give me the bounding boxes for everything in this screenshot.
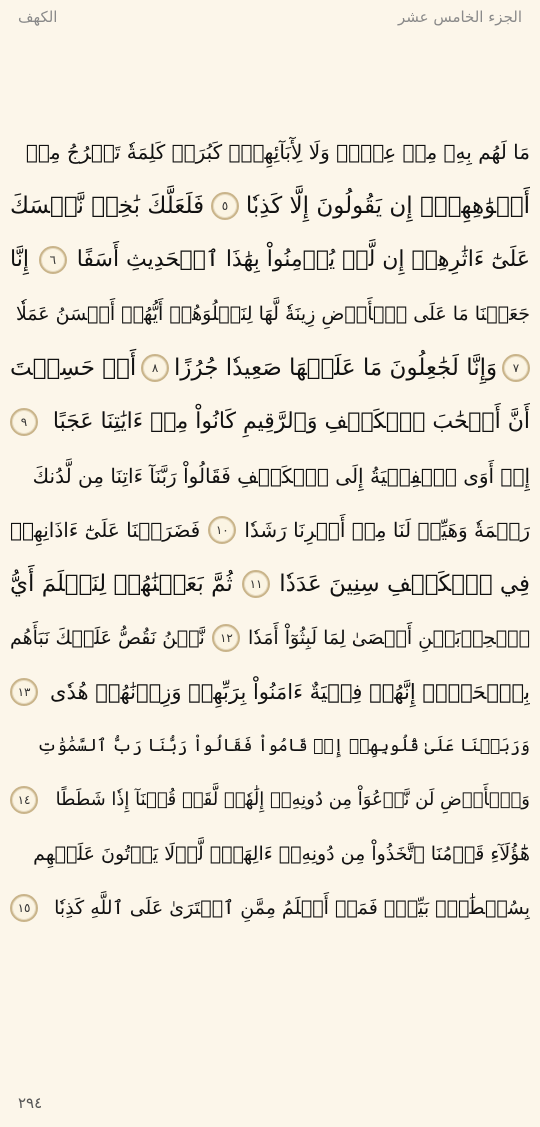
text-line-1 — [10, 125, 530, 179]
text-line-13 — [10, 773, 530, 827]
line-text: جَعَلۡنَا مَا عَلَى ٱلۡأَرۡضِ زِينَةٗ لَّهَا لِنَبۡلُوَهُمۡ أَيُّهُمۡ أَحۡسَنُ عَمَلٗا — [15, 303, 530, 325]
line-text: بِٱلۡحَقِّۚ إِنَّهُمۡ فِتۡيَةٌ ءَامَنُواْ بِرَبِّهِمۡ وَزِدۡنَٰهُمۡ هُدٗى — [50, 680, 530, 704]
ayah-number-marker: ١٥ — [10, 894, 38, 922]
line-text: وَٱلۡأَرۡضِ لَن نَّدۡعُوَاْ مِن دُونِهِۦٓ إِلَٰهٗاۖ لَّقَدۡ قُلۡنَآ إِذٗا شَطَطًا — [55, 789, 530, 810]
line-text-after: فَضَرَبۡنَا عَلَىٰٓ ءَاذَانِهِمۡ — [10, 518, 201, 542]
line-text: هَٰٓؤُلَآءِ قَوۡمُنَا ٱتَّخَذُواْ مِن دُونِهِۦٓ ءَالِهَةٗۖ لَّوۡلَا يَأۡتُونَ عَلَيۡهِم — [33, 843, 530, 865]
line-text-after: فَلَعَلَّكَ بَٰخِعٞ نَّفۡسَكَ — [10, 193, 205, 219]
ayah-number-marker: ١٢ — [212, 624, 240, 652]
text-line-10 — [10, 611, 530, 665]
line-text: مَا لَهُم بِهِۦ مِنۡ عِلۡمٖ وَلَا لِأٓبَآئِهِمۡۚ كَبُرَتۡ كَلِمَةٗ تَخۡرُجُ مِنۡ — [25, 140, 530, 164]
page-header — [18, 6, 522, 28]
line-text: أَنَّ أَصۡحَٰبَ ٱلۡكَهۡفِ وَٱلرَّقِيمِ كَانُواْ مِنۡ ءَايَٰتِنَا عَجَبًا — [52, 409, 530, 434]
ayah-number-marker: ٩ — [10, 408, 38, 436]
text-line-11 — [10, 665, 530, 719]
line-text: وَرَبَطۡنَا عَلَىٰ قُلُوبِهِمۡ إِذۡ قَامُواْ فَقَالُواْ رَبُّنَا رَبُّ ٱلسَّمَٰوَٰتِ — [37, 736, 530, 756]
text-line-3 — [10, 233, 530, 287]
text-line-12 — [10, 719, 530, 773]
line-text-after: ثُمَّ بَعَثۡنَٰهُمۡ لِنَعۡلَمَ أَيُّ — [10, 571, 233, 597]
surah-name: الكهف — [18, 8, 58, 26]
line-text-after: إِنَّا — [10, 247, 29, 272]
juz-label: الجزء الخامس عشر — [397, 8, 522, 26]
ayah-number-marker: ٨ — [141, 354, 169, 382]
ayah-number-marker: ٥ — [211, 192, 239, 220]
line-text: فِي ٱلۡكَهۡفِ سِنِينَ عَدَدٗا — [279, 571, 530, 597]
text-line-2 — [10, 179, 530, 233]
text-line-15 — [10, 881, 530, 935]
text-line-7 — [10, 449, 530, 503]
text-line-4 — [10, 287, 530, 341]
line-text-after: أَمۡ حَسِبۡتَ — [10, 355, 137, 381]
line-text: بِسُلۡطَٰنِۭ بَيِّنٖۖ فَمَنۡ أَظۡلَمُ مِمَّنِ ٱفۡتَرَىٰ عَلَى ٱللَّهِ كَذِبٗا — [54, 897, 530, 919]
page-number: ٢٩٤ — [18, 1094, 43, 1112]
ayah-number-marker: ١٤ — [10, 786, 38, 814]
text-line-8 — [10, 503, 530, 557]
ayah-number-marker: ١٠ — [208, 516, 236, 544]
line-text: أَفۡوَٰهِهِمۡۚ إِن يَقُولُونَ إِلَّا كَذِبٗا — [245, 193, 530, 219]
line-text: إِذۡ أَوَى ٱلۡفِتۡيَةُ إِلَى ٱلۡكَهۡفِ فَقَالُواْ رَبَّنَآ ءَاتِنَا مِن لَّدُنكَ — [32, 464, 530, 488]
line-text: ٱلۡحِزۡبَيۡنِ أَحۡصَىٰ لِمَا لَبِثُوٓاْ أَمَدٗا — [247, 627, 530, 649]
text-line-9 — [10, 557, 530, 611]
line-text: عَلَىٰٓ ءَاثَٰرِهِمۡ إِن لَّمۡ يُؤۡمِنُواْ بِهَٰذَا ٱلۡحَدِيثِ أَسَفًا — [76, 247, 530, 272]
ayah-number-marker: ٦ — [39, 246, 67, 274]
text-line-14 — [10, 827, 530, 881]
mushaf-text — [10, 125, 530, 935]
text-line-6 — [10, 395, 530, 449]
line-text: رَحۡمَةٗ وَهَيِّئۡ لَنَا مِنۡ أَمۡرِنَا رَشَدٗا — [244, 518, 530, 542]
line-text-after: نَّحۡنُ نَقُصُّ عَلَيۡكَ نَبَأَهُم — [10, 627, 205, 649]
text-line-5 — [10, 341, 530, 395]
ayah-number-marker: ٧ — [502, 354, 530, 382]
ayah-number-marker: ١٣ — [10, 678, 38, 706]
line-text: وَإِنَّا لَجَٰعِلُونَ مَا عَلَيۡهَا صَعِيدٗا جُرُزًا — [174, 355, 498, 381]
ayah-number-marker: ١١ — [242, 570, 270, 598]
